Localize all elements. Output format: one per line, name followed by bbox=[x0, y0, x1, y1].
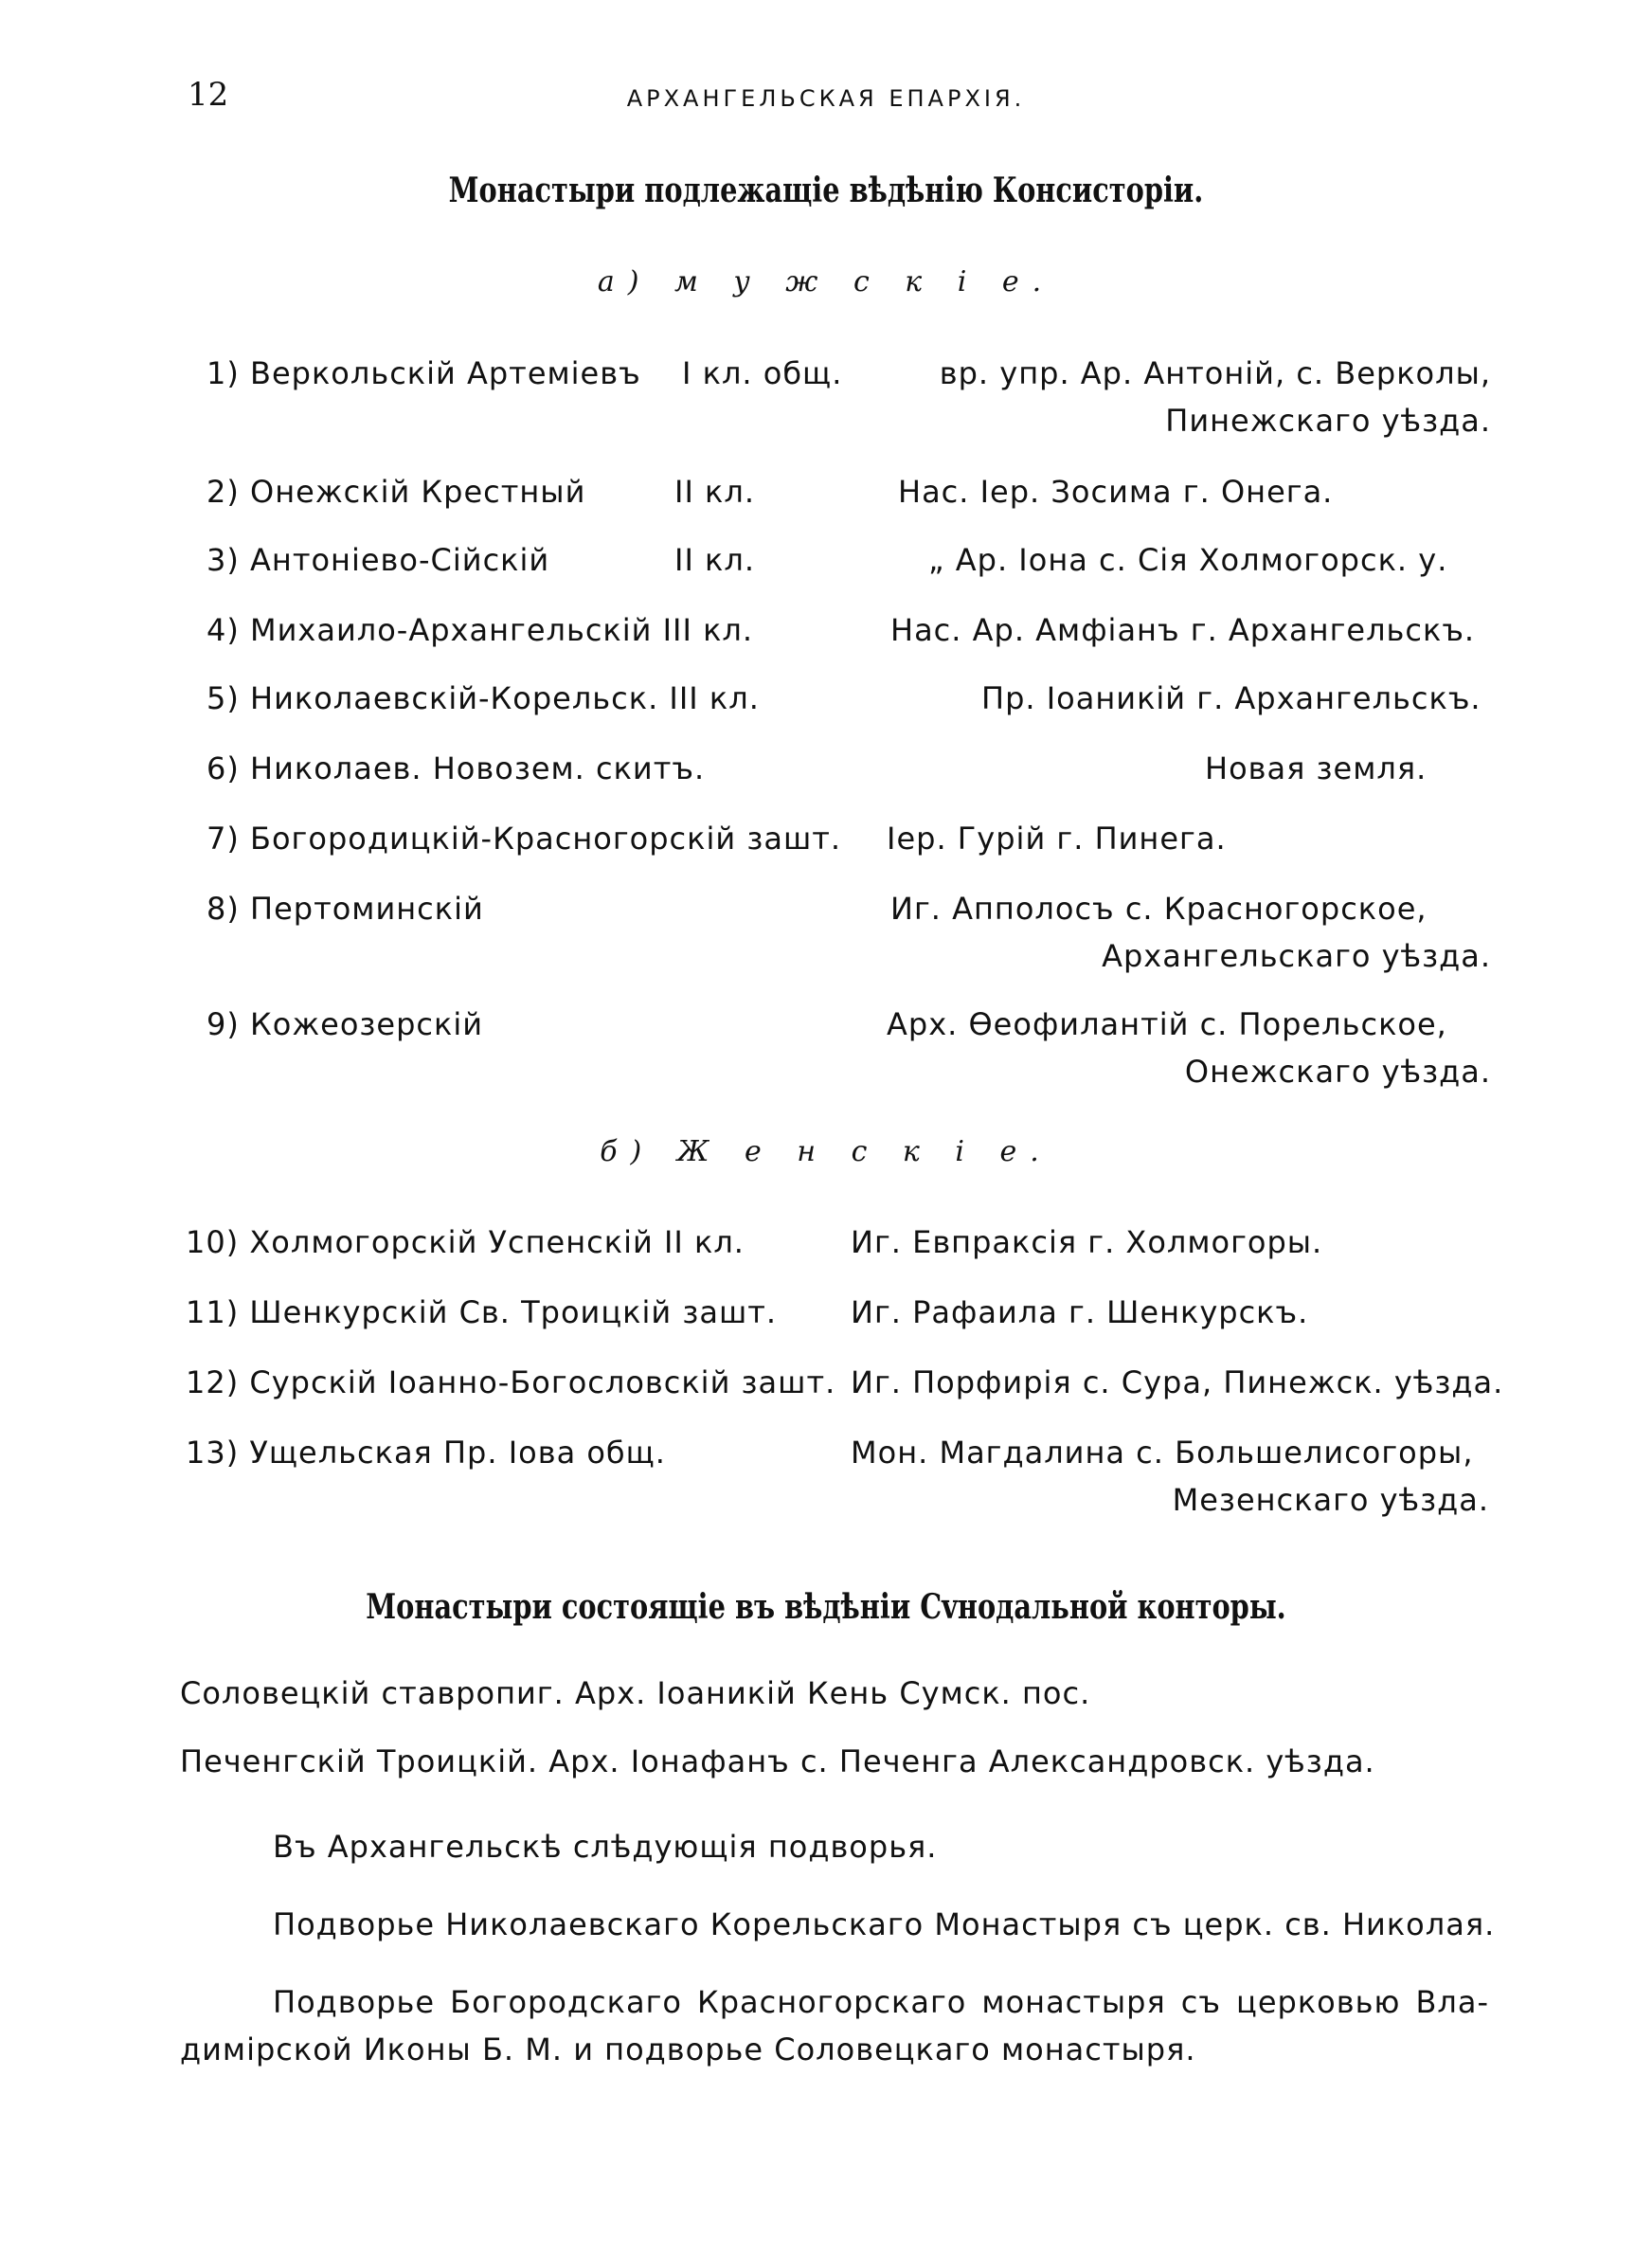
entry-name: 7) Богородицкiй-Красногорскiй зашт. bbox=[206, 821, 842, 857]
paragraph: Подворье Богородскаго Красногорскаго монастыря съ церковью Вла- bbox=[273, 1984, 1489, 2020]
entry-location: Архангельскаго уѣзда. bbox=[1102, 938, 1491, 974]
entry-name: 1) Веркольскiй Артемiевъ bbox=[206, 355, 641, 391]
entry-location: Пинежскаго уѣзда. bbox=[1165, 403, 1491, 439]
entry-name: 10) Холмогорскiй Успенскiй II кл. bbox=[186, 1224, 745, 1260]
entry-superior: Новая земля. bbox=[1205, 750, 1428, 786]
text-line: Соловецкiй ставропиг. Арх. Iоаникiй Кень Сумск. пос. bbox=[180, 1675, 1091, 1711]
entry-superior: Иг. Рафаила г. Шенкурскъ. bbox=[851, 1294, 1309, 1330]
entry-location: Онежскаго уѣзда. bbox=[1184, 1054, 1491, 1090]
section2-title: Монастыри состоящiе въ вѣдѣнiи Сvнодальной конторы. bbox=[366, 1587, 1286, 1627]
entry-name: 12) Сурскiй Iоанно-Богословскiй зашт. bbox=[186, 1364, 836, 1400]
entry-name: 2) Онежскiй Крестный bbox=[206, 474, 586, 510]
entry-superior: Iер. Гурiй г. Пинега. bbox=[887, 821, 1227, 857]
male-subtitle: а) м у ж с к i е. bbox=[597, 265, 1055, 298]
running-title: АРХАНГЕЛЬСКАЯ ЕПАРХIЯ. bbox=[626, 85, 1026, 112]
entry-superior: Нас. Ар. Амфiанъ г. Архангельскъ. bbox=[890, 612, 1476, 648]
entry-superior: Иг. Порфирiя с. Сура, Пинежск. уѣзда. bbox=[851, 1364, 1504, 1400]
entry-location: Мезенскаго уѣзда. bbox=[1172, 1482, 1489, 1518]
paragraph: Въ Архангельскѣ слѣдующiя подворья. bbox=[273, 1829, 938, 1865]
paragraph: димiрской Иконы Б. М. и подворье Соловецкаго монастыря. bbox=[180, 2031, 1196, 2067]
entry-superior: Арх. Ѳеофилантiй с. Порельское, bbox=[887, 1006, 1447, 1042]
entry-superior: Иг. Апполосъ с. Красногорское, bbox=[890, 891, 1428, 927]
entry-name: 9) Кожеозерскiй bbox=[206, 1006, 484, 1042]
entry-class: II кл. bbox=[674, 474, 755, 510]
page-number: 12 bbox=[188, 76, 229, 114]
entry-name: 5) Николаевскiй-Корельск. III кл. bbox=[206, 680, 760, 716]
entry-class: II кл. bbox=[674, 542, 755, 578]
entry-name: 13) Ущельская Пр. Iова общ. bbox=[186, 1435, 666, 1471]
entry-superior: вр. упр. Ар. Антонiй, с. Верколы, bbox=[939, 355, 1491, 391]
entry-superior: Нас. Iер. Зосима г. Онега. bbox=[898, 474, 1334, 510]
entry-class: I кл. общ. bbox=[682, 355, 843, 391]
entry-superior: Пр. Iоаникiй г. Архангельскъ. bbox=[981, 680, 1481, 716]
section1-title: Монастыри подлежащiе вѣдѣнiю Консисторiи. bbox=[448, 171, 1204, 210]
female-subtitle: б) Ж е н с к i е. bbox=[600, 1135, 1052, 1168]
entry-name: 3) Антонiево-Сiйскiй bbox=[206, 542, 550, 578]
entry-superior: Мон. Магдалина с. Большелисогоры, bbox=[851, 1435, 1474, 1471]
entry-name: 6) Николаев. Новозем. скитъ. bbox=[206, 750, 706, 786]
entry-name: 4) Михаило-Архангельскiй III кл. bbox=[206, 612, 754, 648]
paragraph: Подворье Николаевскаго Корельскаго Монастыря съ церк. св. Николая. bbox=[273, 1906, 1496, 1942]
text-line: Печенгскiй Троицкiй. Арх. Iонафанъ с. Печенга Александровск. уѣзда. bbox=[180, 1743, 1375, 1779]
entry-name: 8) Пертоминскiй bbox=[206, 891, 484, 927]
entry-name: 11) Шенкурскiй Св. Троицкiй зашт. bbox=[186, 1294, 778, 1330]
entry-superior: „ Ар. Iона с. Сiя Холмогорск. у. bbox=[928, 542, 1448, 578]
entry-superior: Иг. Евпраксiя г. Холмогоры. bbox=[851, 1224, 1323, 1260]
